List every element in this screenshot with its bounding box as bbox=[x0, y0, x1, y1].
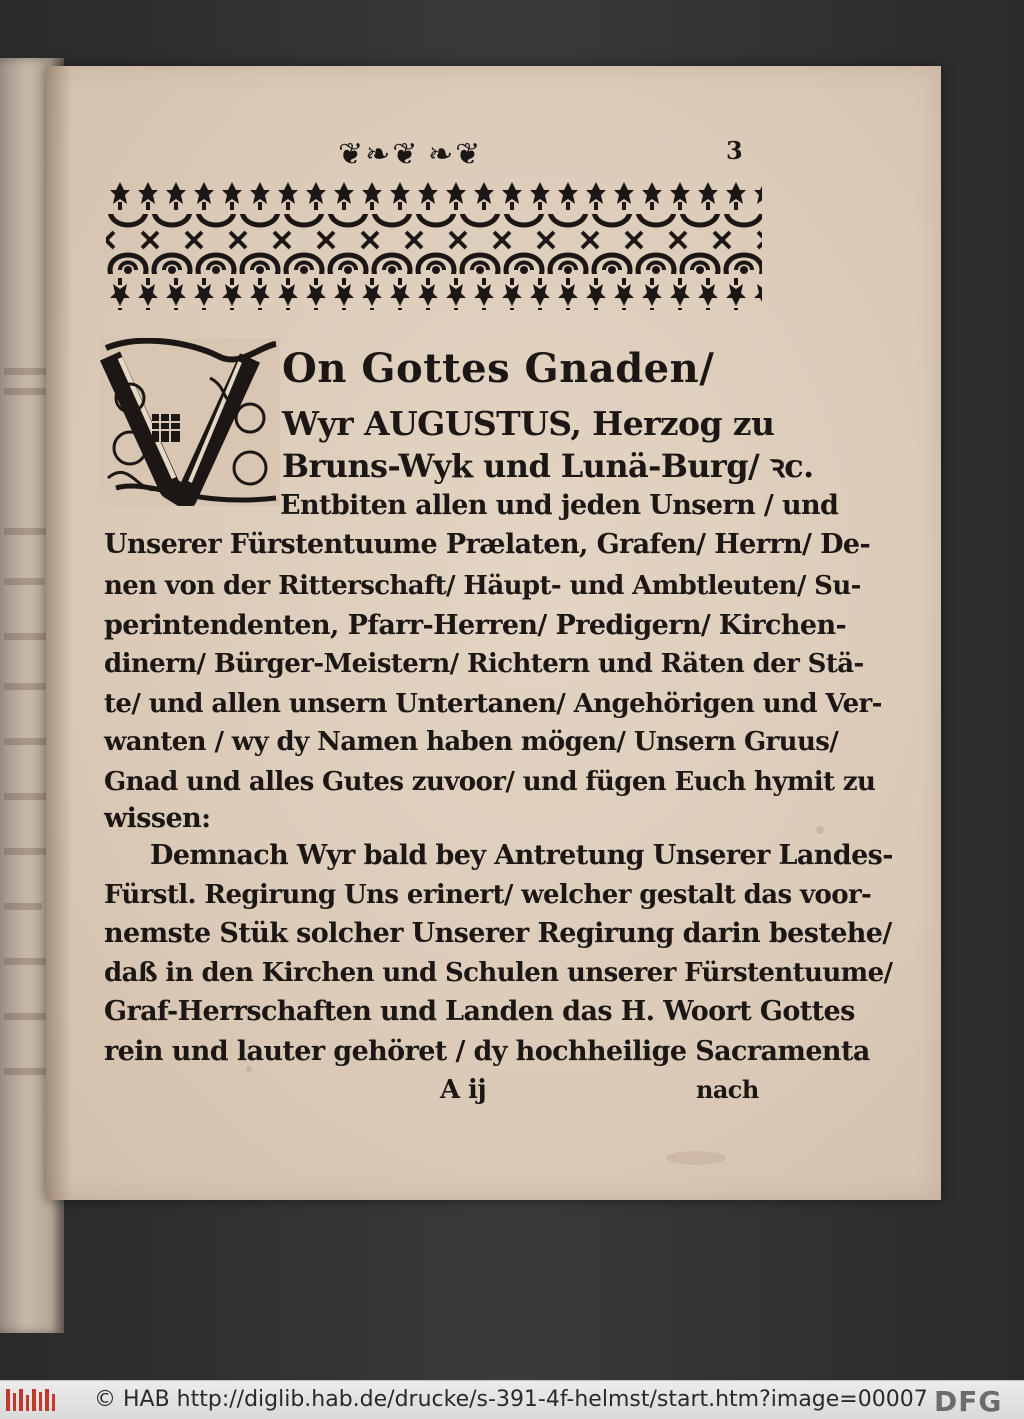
catchword: nach bbox=[696, 1075, 759, 1104]
decorative-band bbox=[106, 180, 762, 315]
text-line-6: nen von der Ritterschaft/ Häupt- und Ambtleuten/ Su- bbox=[104, 571, 861, 601]
decorated-initial-v bbox=[100, 338, 280, 506]
text-line-2: Wyr AUGUSTUS, Herzog zu bbox=[282, 404, 775, 443]
text-line-14: Fürstl. Regirung Uns erinert/ welcher gestalt das voor- bbox=[104, 880, 872, 910]
text-line-8: dinern/ Bürger-Meistern/ Richtern und Räten der Stä- bbox=[104, 649, 864, 679]
text-line-7: perintendenten, Pfarr-Herren/ Predigern/ Kirchen- bbox=[104, 610, 847, 641]
folio-number: 3 bbox=[726, 136, 743, 165]
text-line-11: Gnad und alles Gutes zuvoor/ und fügen Euch hymit zu bbox=[104, 767, 876, 797]
text-line-18: rein und lauter gehöret / dy hochheilige Sacramenta bbox=[104, 1036, 870, 1067]
text-line-12: wissen: bbox=[104, 803, 211, 834]
text-line-16: daß in den Kirchen und Schulen unserer Fürstentuume/ bbox=[104, 958, 893, 988]
text-line-15: nemste Stük solcher Unserer Regirung darin bestehe/ bbox=[104, 918, 892, 949]
text-line-4: Entbiten allen und jeden Unsern / und bbox=[280, 490, 839, 521]
text-line-1: On Gottes Gnaden/ bbox=[282, 345, 715, 392]
text-line-3: Bruns-Wyk und Lunä-Burg/ ꝛc. bbox=[282, 447, 814, 485]
text-line-10: wanten / wy dy Namen haben mögen/ Unsern Gruus/ bbox=[104, 727, 839, 757]
headpiece-ornament-right: ❧❦ bbox=[428, 137, 483, 172]
text-line-9: te/ und allen unsern Untertanen/ Angehörigen und Ver- bbox=[104, 689, 882, 719]
dfg-logo[interactable]: DFG bbox=[934, 1385, 1003, 1418]
text-line-5: Unserer Fürstentuume Prælaten, Grafen/ Herrn/ De- bbox=[104, 529, 871, 560]
hab-logo-icon[interactable] bbox=[6, 1389, 56, 1411]
headpiece-ornament-left: ❦❧❦ bbox=[338, 137, 420, 172]
footer-bar bbox=[0, 1380, 1024, 1419]
signature-mark: A ij bbox=[440, 1075, 487, 1105]
copyright-url-link[interactable]: © HAB http://diglib.hab.de/drucke/s-391-4f-helmst/start.htm?image=00007 bbox=[94, 1387, 928, 1412]
text-line-17: Graf-Herrschaften und Landen das H. Woort Gottes bbox=[104, 996, 855, 1027]
text-line-13: Demnach Wyr bald bey Antretung Unserer Landes- bbox=[150, 840, 893, 871]
page-gutter-shadow bbox=[46, 66, 72, 1200]
